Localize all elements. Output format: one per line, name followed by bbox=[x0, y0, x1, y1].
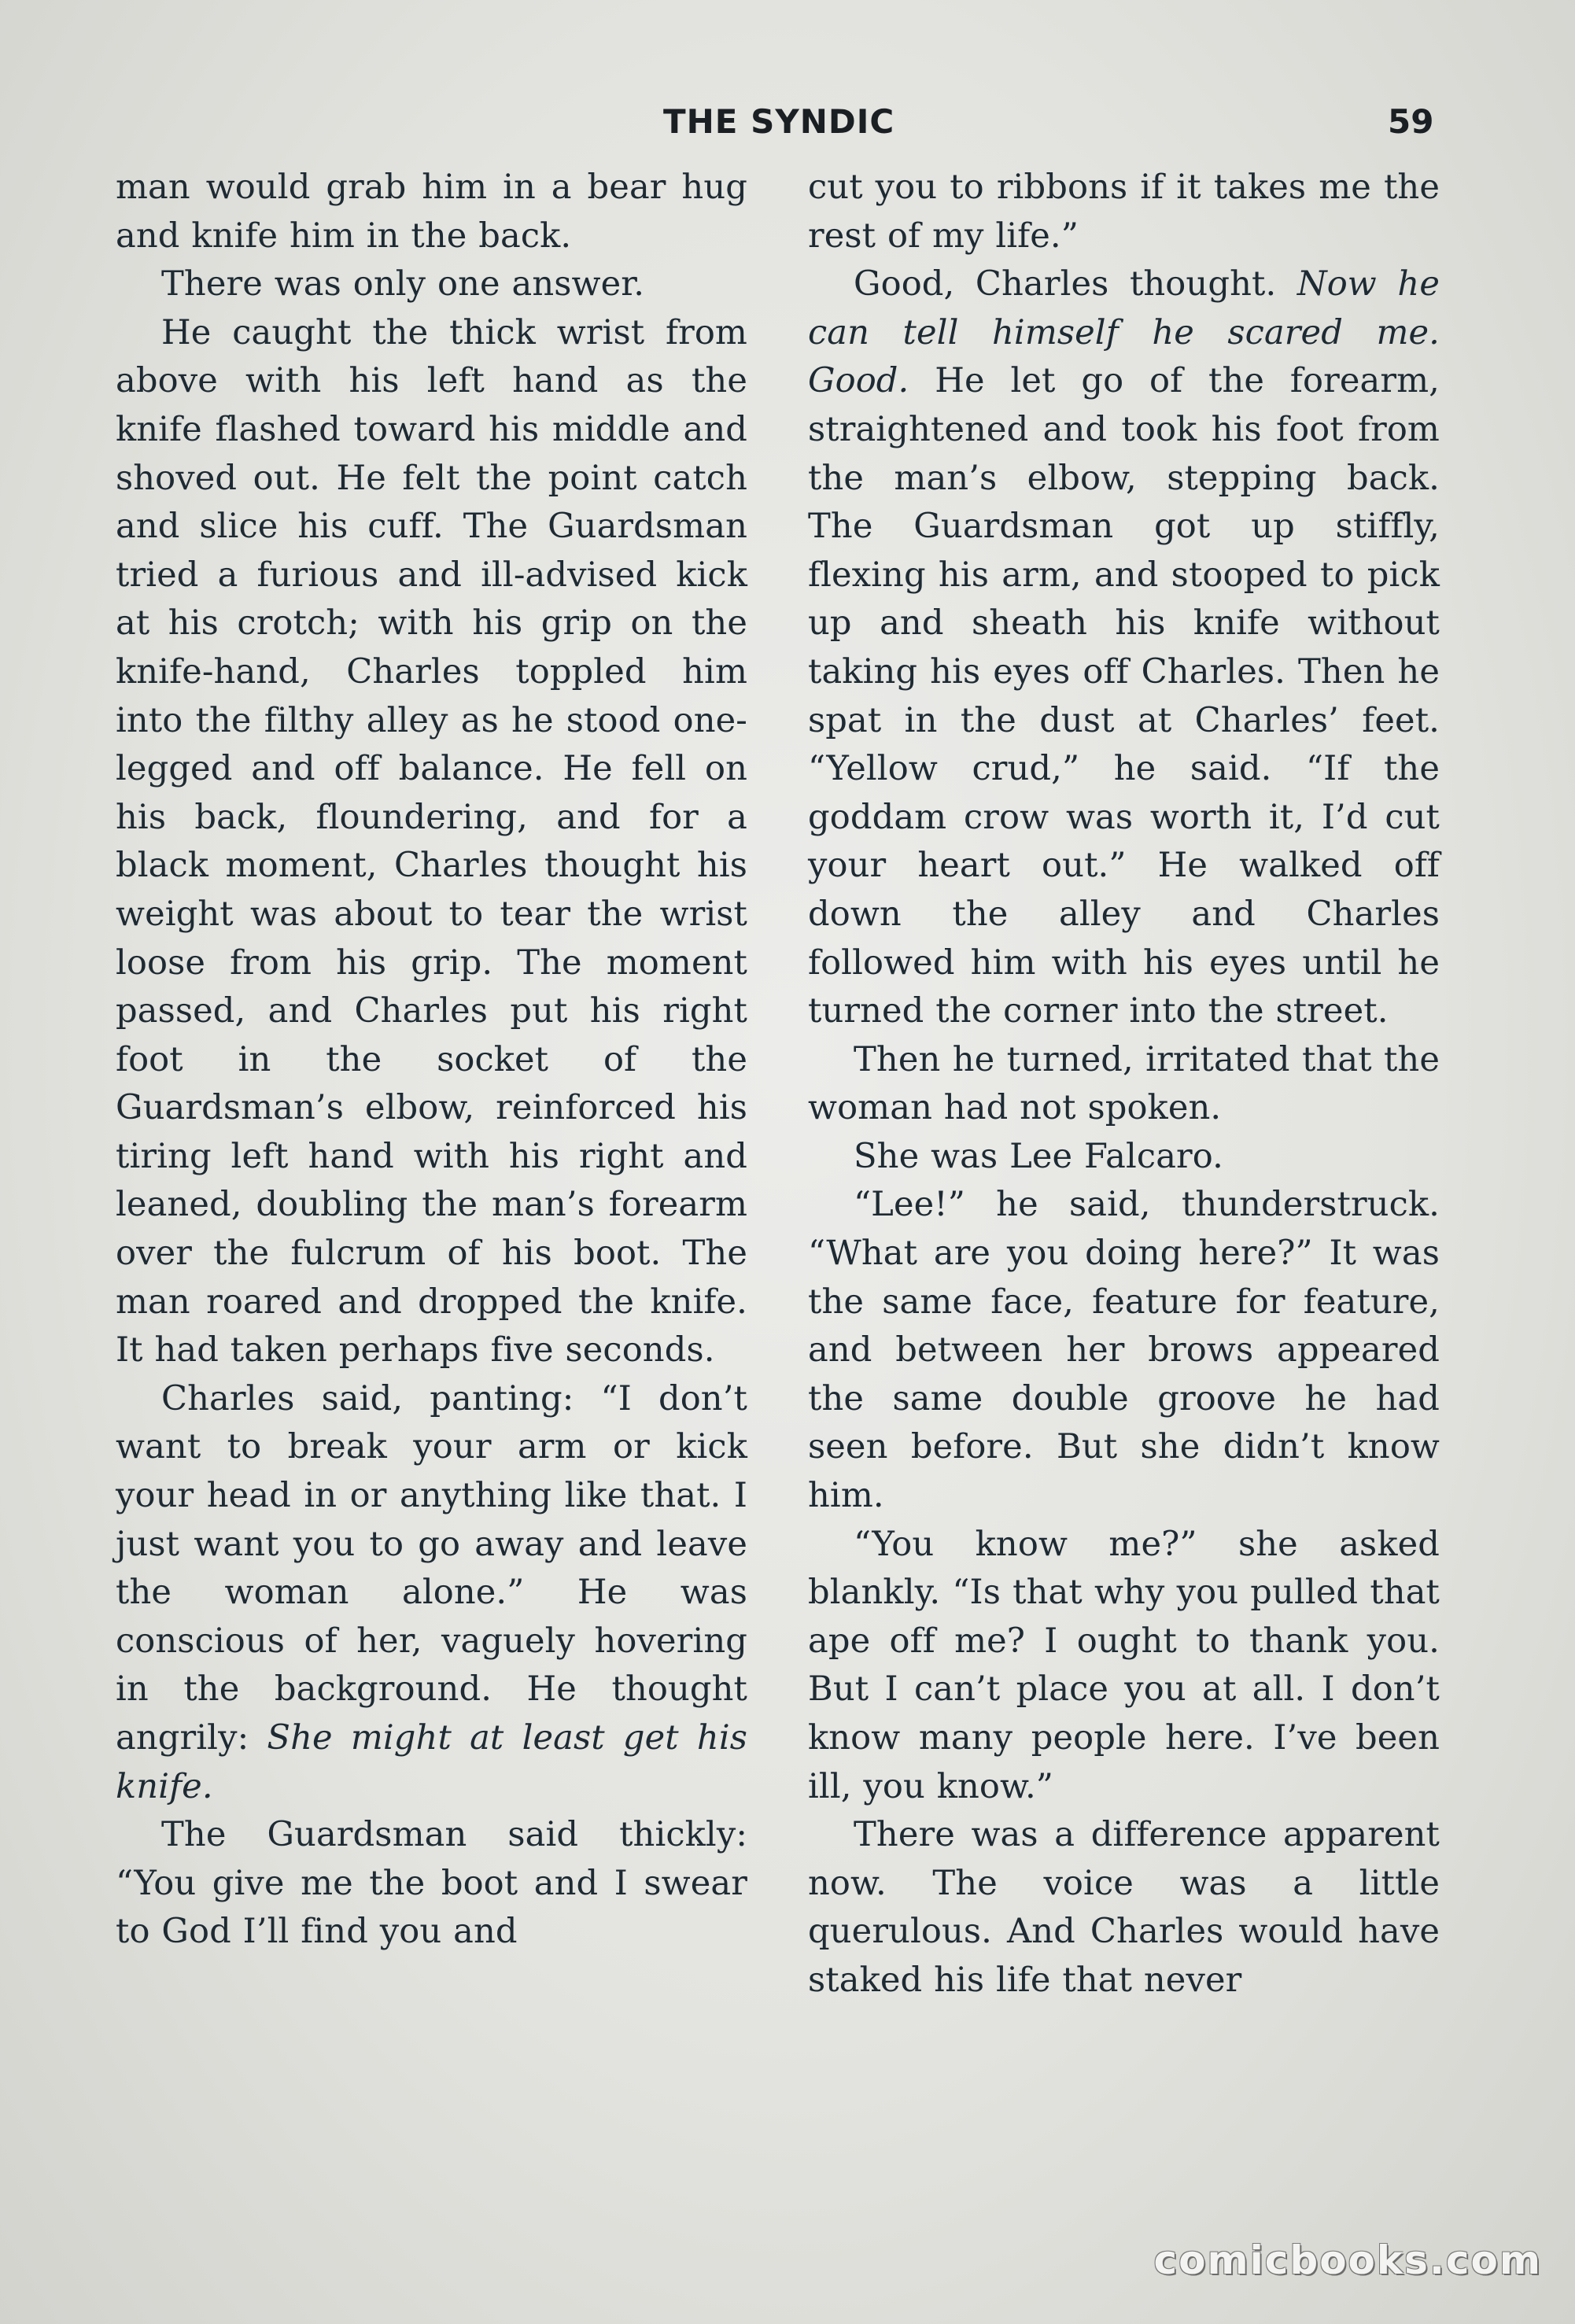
text-run: There was a difference apparent now. The voice was a little querulous. And Charles would have staked his life that never bbox=[808, 1815, 1440, 2000]
text-run: There was only one answer. bbox=[161, 264, 645, 304]
left-text-column bbox=[116, 164, 747, 1957]
italic-text: She might at least get his knife. bbox=[116, 1718, 747, 1806]
text-run: He caught the thick wrist from above with his left hand as the knife flashed toward his middle and shoved out. He felt the point catch and slice his cuff. The Guardsman tried a furious and ill-advised kick at his crotch; with his grip on the knife-hand, Charles toppled him into the filthy alley as he stood one-legged and off balance. He fell on his back, floundering, and for a black moment, Charles thought his weight was about to tear the wrist loose from his grip. The moment passed, and Charles put his right foot in the socket of the Guardsman’s elbow, reinforced his tiring left hand with his right and leaned, doubling the man’s forearm over the fulcrum of his boot. The man roared and dropped the knife. It had taken perhaps five seconds. bbox=[116, 312, 747, 1370]
text-run: “Lee!” he said, thunderstruck. “What are you doing here?” It was the same face, feature for feature, and between her brows appeared the same double groove he had seen before. But she didn’t know him. bbox=[808, 1185, 1440, 1516]
paragraph bbox=[808, 260, 1440, 1036]
text-run: Good, Charles thought. bbox=[854, 264, 1297, 304]
paragraph bbox=[808, 1133, 1440, 1182]
paragraph bbox=[116, 1811, 747, 1957]
paragraph bbox=[116, 260, 747, 309]
text-run: Charles said, panting: “I don’t want to break your arm or kick your head in or anything like that. I just want you to go away and leave the woman alone.” He was conscious of her, vaguely hovering in the background. He thought angrily: bbox=[116, 1378, 747, 1758]
text-run: The Guardsman said thickly: “You give me the boot and I swear to God I’ll find you and bbox=[116, 1815, 747, 1952]
paragraph bbox=[808, 1036, 1440, 1133]
paragraph bbox=[808, 1521, 1440, 1812]
text-run: cut you to ribbons if it takes me the rest of my life.” bbox=[808, 168, 1440, 256]
text-run: man would grab him in a bear hug and knife him in the back. bbox=[116, 168, 747, 256]
italic-text: Now he can tell himself he scared me. Good. bbox=[808, 264, 1440, 401]
text-run: Then he turned, irritated that the woman had not spoken. bbox=[808, 1039, 1440, 1128]
text-run: “You know me?” she asked blankly. “Is that why you pulled that ape off me? I ought to thank you. But I can’t place you at all. I don’t know many people here. I’ve been ill, you know.” bbox=[808, 1524, 1440, 1806]
site-watermark: comicbooks.com bbox=[1153, 2237, 1542, 2283]
paragraph bbox=[808, 164, 1440, 260]
text-run: He let go of the forearm, straightened and took his foot from the man’s elbow, stepping back. The Guardsman got up stiffly, flexing his arm, and stooped to pick up and sheath his knife without taking his eyes off Charles. Then he spat in the dust at Charles’ feet. “Yellow crud,” he said. “If the goddam crow was worth it, I’d cut your heart out.” He walked off down the alley and Charles followed him with his eyes until he turned the corner into the street. bbox=[808, 361, 1440, 1031]
text-run: She was Lee Falcaro. bbox=[854, 1136, 1223, 1176]
paragraph bbox=[808, 1181, 1440, 1520]
right-text-column bbox=[808, 164, 1440, 2005]
paragraph bbox=[116, 309, 747, 1375]
paragraph bbox=[808, 1811, 1440, 2005]
paragraph bbox=[116, 1375, 747, 1811]
running-title: THE SYNDIC bbox=[663, 102, 895, 141]
page-number: 59 bbox=[1388, 102, 1434, 141]
paragraph bbox=[116, 164, 747, 260]
